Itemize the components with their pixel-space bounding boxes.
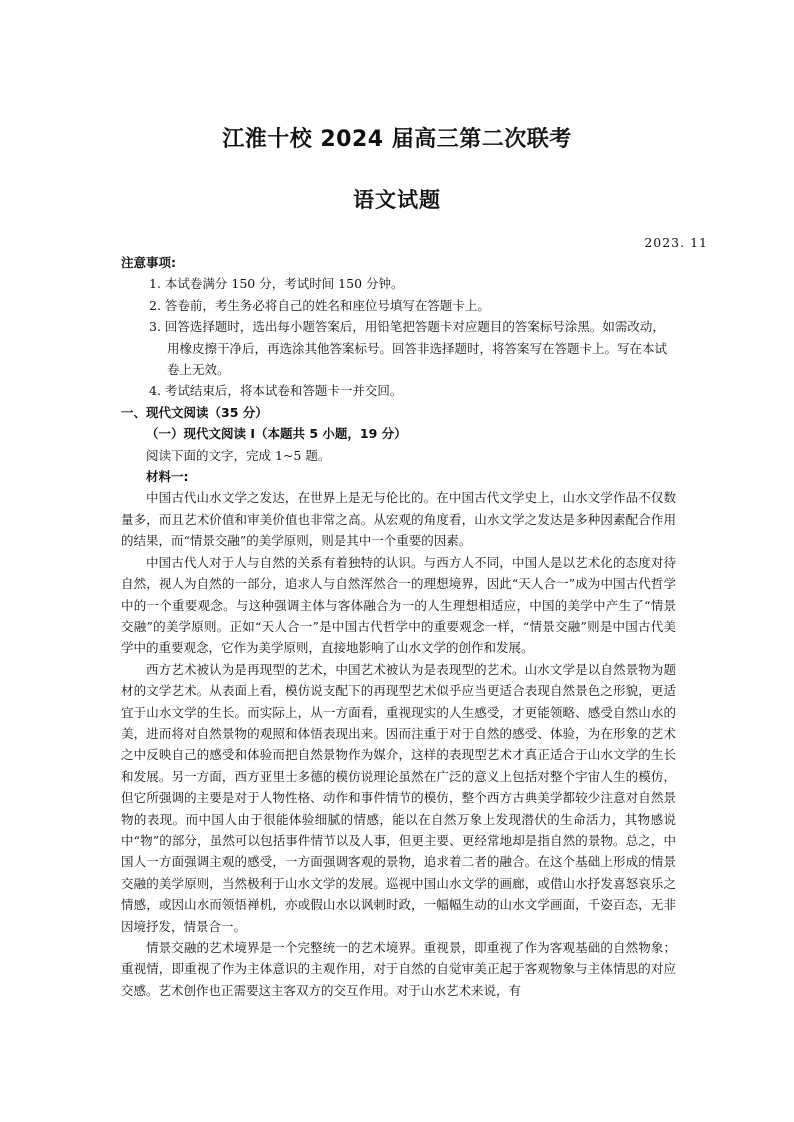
subsection-heading: （一）现代文阅读 I（本题共 5 小题，19 分）	[146, 426, 407, 442]
exam-date: 2023. 11	[644, 235, 708, 250]
notice-heading: 注意事项:	[121, 255, 176, 270]
section-heading: 一、现代文阅读（35 分）	[121, 404, 268, 420]
notice-item-4: 4. 考试结束后，将本试卷和答题卡一并交回。	[149, 383, 403, 399]
reading-instruction: 阅读下面的文字，完成 1~5 题。	[146, 447, 331, 463]
exam-title: 江淮十校 2024 届高三第二次联考	[222, 127, 572, 152]
exam-subtitle: 语文试题	[353, 188, 441, 212]
material-paragraph-1: 中国古代山水文学之发达，在世界上是无与伦比的。在中国古代文学史上，山水文学作品不仅数量多，而且艺术价值和审美价值也非常之高。从宏观的角度看，山水文学之发达是多种因素配合作用的结果，而“情景交融”的美学原则，则是其中一个重要的因素。	[121, 490, 676, 549]
exam-content	[121, 252, 676, 1001]
material-label: 材料一:	[146, 469, 189, 485]
notice-item-3: 3. 回答选择题时，选出每小题答案后，用铅笔把答题卡对应题目的答案标号涂黑。如需改动，用橡皮擦干净后，再选涂其他答案标号。回答非选择题时，将答案写在答题卡上。写在本试卷上无效。	[149, 319, 668, 378]
notice-item-1: 1. 本试卷满分 150 分，考试时间 150 分钟。	[149, 276, 404, 292]
notice-item-2: 2. 答卷前，考生务必将自己的姓名和座位号填写在答题卡上。	[149, 297, 490, 313]
material-paragraph-3: 西方艺术被认为是再现型的艺术，中国艺术被认为是表现型的艺术。山水文学是以自然景物为题材的文学艺术。从表面上看，模仿说支配下的再现型艺术似乎应当更适合表现自然景色之形貌，更适宜于山水文学的生长。而实际上，从一方面看，重视现实的人生感受，才更能领略、感受自然山水的美，进而将对自然景物的观照和体悟表现出来。因而注重于对于自然的感受、体验，为在形象的艺术之中反映自己的感受和体验而把自然景物作为媒介，这样的表现型艺术才真正适合于山水文学的生长和发展。另一方面，西方亚里士多德的模仿说理论虽然在广泛的意义上包括对整个宇宙人生的模仿，但它所强调的主要是对于人物性格、动作和事件情节的模仿，整个西方古典美学都较少注意对自然景物的表现。而中国人由于很能体验细腻的情感，能以在自然万象上发现潜伏的生命活力，其物感说中“物”的部分，虽然可以包括事件情节以及人事，但更主要、更经常地却是指自然的景物。总之，中国人一方面强调主观的感受，一方面强调客观的景物，追求着二者的融合。在这个基础上形成的情景交融的美学原则，当然极利于山水文学的发展。巡视中国山水文学的画廊，或借山水抒发喜怒哀乐之情感，或因山水而领悟禅机，亦或假山水以讽刺时政，一幅幅生动的山水文学画面，千姿百态，无非因境抒发，情景合一。	[121, 661, 676, 934]
material-paragraph-4: 情景交融的艺术境界是一个完整统一的艺术境界。重视景，即重视了作为客观基础的自然物象；重视情，即重视了作为主体意识的主观作用，对于自然的自觉审美正起于客观物象与主体情思的对应交感。艺术创作也正需要这主客双方的交互作用。对于山水艺术来说，有	[121, 940, 676, 998]
material-paragraph-2: 中国古代人对于人与自然的关系有着独特的认识。与西方人不同，中国人是以艺术化的态度对待自然，视人为自然的一部分，追求人与自然浑然合一的理想境界，因此“天人合一”成为中国古代哲学中的一个重要观念。与这种强调主体与客体融合为一的人生理想相适应，中国的美学中产生了“情景交融”的美学原则。正如“天人合一”是中国古代哲学中的重要观念一样，“情景交融”则是中国古代美学中的重要观念，它作为美学原则，直接地影响了山水文学的创作和发展。	[121, 554, 676, 656]
